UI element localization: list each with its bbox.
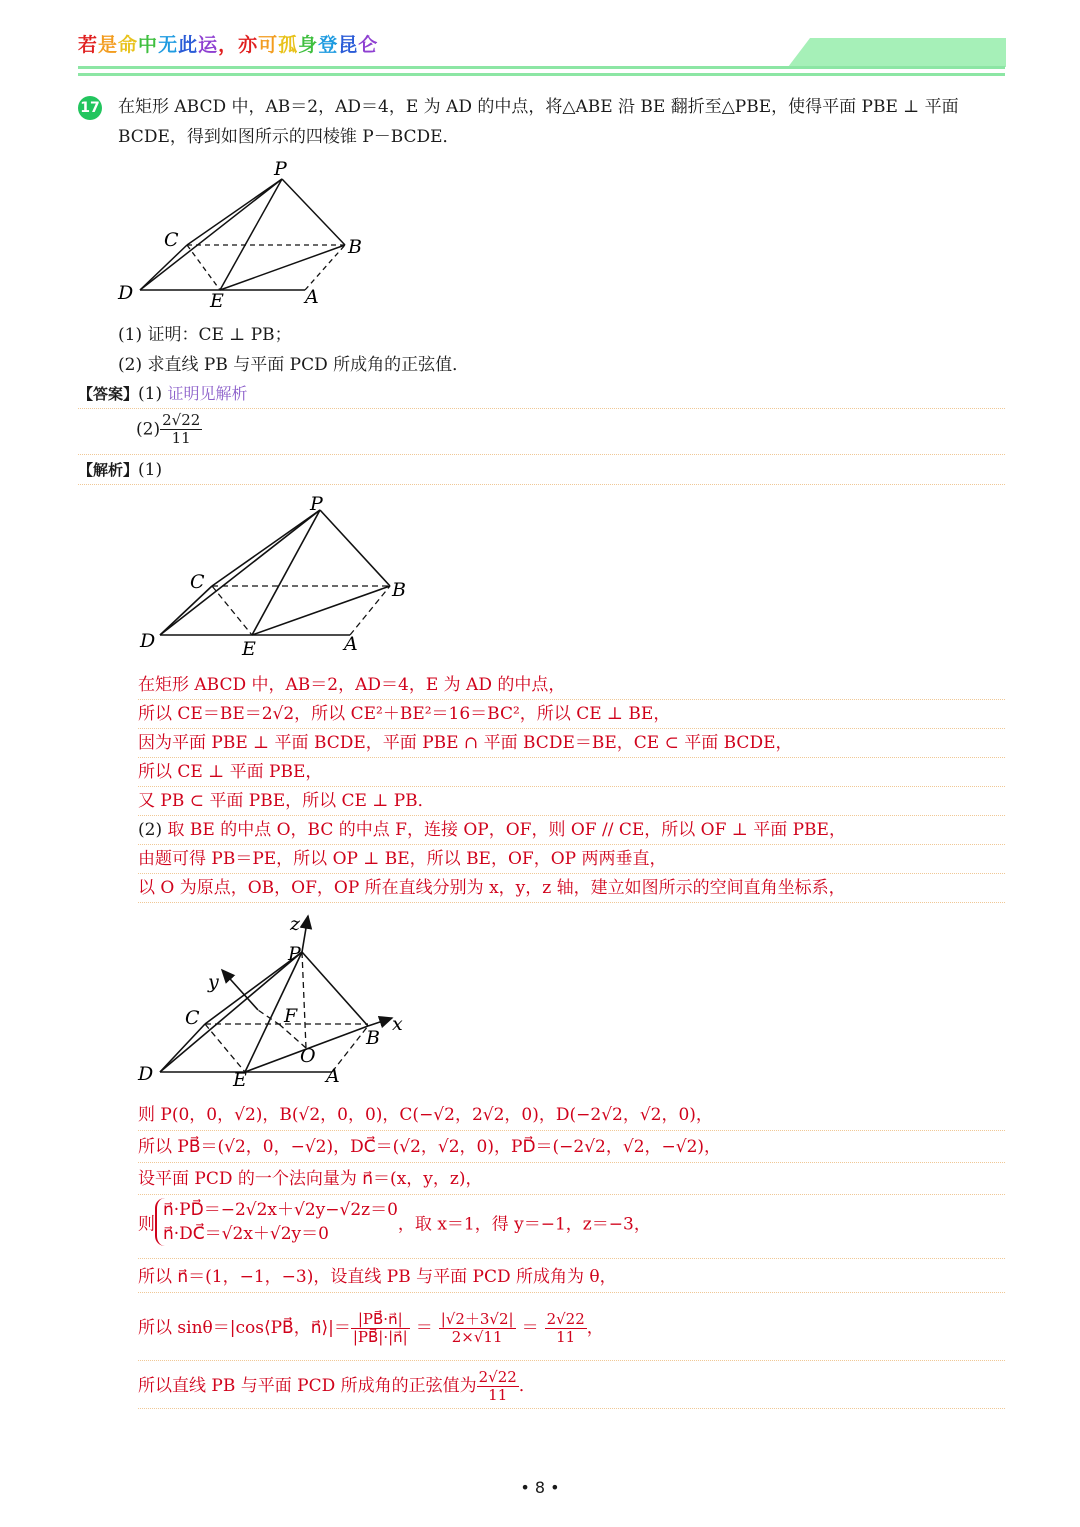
analysis-part1-prefix: (1): [138, 460, 163, 480]
fig3-label-o: O: [300, 1045, 316, 1067]
solution-conclusion: [138, 1364, 1005, 1409]
conclusion-suffix: ．: [518, 1376, 536, 1396]
system-eq-1: n⃗·PD⃗＝−2√2x＋√2y−√2z＝0: [163, 1200, 398, 1220]
analysis-label: 【解析】: [78, 461, 139, 479]
slogan-char: 身: [298, 34, 319, 56]
analysis-row: [78, 458, 1005, 485]
problem-number-badge: 17: [78, 96, 102, 120]
fig1-label-b: B: [348, 236, 362, 258]
pyramid-figure-2: [132, 490, 422, 665]
answer-part2-fraction: [160, 412, 202, 447]
slogan-char: 运: [198, 34, 219, 56]
solution-line-6: [138, 816, 1005, 845]
header-slogan: [78, 30, 378, 57]
answer-part1-prefix: (1): [138, 384, 168, 404]
sine-frac3-den: 11: [556, 1328, 576, 1346]
fig3-label-y: y: [208, 971, 219, 993]
fig3-label-x: x: [392, 1013, 403, 1035]
question-1: (1) 证明：CE ⊥ PB；: [118, 325, 292, 345]
answer-part2-denominator: 11: [171, 429, 191, 447]
slogan-char: 是: [98, 34, 119, 56]
answer-part2-numerator: 2√22: [162, 411, 201, 429]
conclusion-prefix: 所以直线 PB 与平面 PCD 所成角的正弦值为: [138, 1376, 477, 1396]
fig3-label-d: D: [138, 1063, 154, 1085]
sine-frac3-num: 2√22: [546, 1310, 585, 1328]
sine-frac2-num: |√2＋3√2|: [440, 1310, 514, 1328]
answer-label: 【答案】: [78, 385, 139, 403]
fig3-label-z: z: [290, 913, 301, 935]
system-suffix: ，取 x＝1，得 y＝−1，z＝−3，: [397, 1214, 651, 1235]
solution-vectors: 所以 PB⃗＝(√2，0，−√2)，DC⃗＝(√2，√2，0)，PD⃗＝(−2√2，√2，−√2)，: [138, 1132, 1005, 1163]
fig2-label-c: C: [190, 571, 205, 593]
question-2: (2) 求直线 PB 与平面 PCD 所成角的正弦值．: [118, 355, 470, 375]
sine-fraction-1: [351, 1311, 410, 1346]
fig1-label-c: C: [164, 229, 179, 251]
sine-fraction-2: [439, 1311, 516, 1346]
slogan-char: 仑: [358, 34, 379, 56]
slogan-char: 可: [258, 34, 279, 56]
solution-system: [138, 1198, 1005, 1259]
fig3-label-b: B: [366, 1027, 380, 1049]
solution-line-3: 因为平面 PBE ⊥ 平面 BCDE，平面 PBE ∩ 平面 BCDE＝BE，CE ⊂ 平面 BCDE，: [138, 729, 1005, 758]
solution-line-2: 所以 CE＝BE＝2√2，所以 CE²＋BE²＝16＝BC²，所以 CE ⊥ BE，: [138, 700, 1005, 729]
slogan-char: 无: [158, 34, 179, 56]
equals-sign-1: ＝: [415, 1318, 433, 1338]
slogan-char: 若: [78, 34, 99, 56]
pyramid-figure-1: [110, 155, 370, 315]
fig2-label-d: D: [140, 630, 156, 652]
fig3-label-e: E: [233, 1069, 247, 1091]
conclusion-fraction: [477, 1369, 519, 1404]
answer-row-1: [78, 382, 1005, 409]
coordinate-figure: [130, 910, 420, 1095]
fig2-label-a: A: [344, 633, 358, 655]
header-rule-bottom: [78, 73, 1005, 76]
sine-frac1-den: |PB⃗|·|n⃗|: [352, 1328, 408, 1346]
solution-coords: 则 P(0，0，√2)，B(√2，0，0)，C(−√2，2√2，0)，D(−2√2，√2，0)，: [138, 1100, 1005, 1131]
fig2-label-e: E: [242, 638, 256, 660]
solution-line-7: 由题可得 PB＝PE，所以 OP ⊥ BE，所以 BE，OF，OP 两两垂直，: [138, 845, 1005, 874]
fig1-label-p: P: [274, 158, 287, 180]
equals-sign-2: ＝: [521, 1318, 539, 1338]
fig2-label-b: B: [392, 579, 406, 601]
conclusion-num: 2√22: [478, 1368, 517, 1386]
sine-frac2-den: 2×√11: [451, 1328, 503, 1346]
answer-part2-prefix: (2): [136, 419, 161, 440]
answer-row-2: [78, 412, 1005, 455]
slogan-char: 昆: [338, 34, 359, 56]
header-tab-shape: [780, 36, 1006, 68]
fig1-label-d: D: [118, 282, 134, 304]
fig1-label-a: A: [305, 286, 319, 308]
solution-normal-result: 所以 n⃗＝(1，−1，−3)，设直线 PB 与平面 PCD 所成角为 θ，: [138, 1262, 1005, 1293]
header-rule-top: [78, 66, 1005, 69]
solution-line-6-text: 取 BE 的中点 O，BC 的中点 F，连接 OP，OF，则 OF // CE，所以 OF ⊥ 平面 PBE，: [167, 820, 846, 840]
page-number: • 8 •: [520, 1478, 560, 1497]
slogan-char: 此: [178, 34, 199, 56]
solution-sine: [138, 1296, 1005, 1361]
fig3-label-a: A: [326, 1065, 340, 1087]
sine-frac1-num: |PB⃗·n⃗|: [351, 1311, 410, 1329]
answer-part1: 证明见解析: [167, 384, 248, 403]
solution-line-1: 在矩形 ABCD 中，AB＝2，AD＝4，E 为 AD 的中点，: [138, 671, 1005, 700]
problem-text-line1: 在矩形 ABCD 中，AB＝2，AD＝4，E 为 AD 的中点，将△ABE 沿 BE 翻折至△PBE，使得平面 PBE ⊥ 平面: [118, 97, 959, 117]
solution-part2-prefix: (2): [138, 820, 168, 840]
sine-suffix: ，: [586, 1318, 604, 1338]
slogan-char: 中: [138, 34, 159, 56]
sine-prefix: 所以 sinθ＝|cos⟨PB⃗，n⃗⟩|＝: [138, 1318, 351, 1338]
solution-line-5: 又 PB ⊂ 平面 PBE，所以 CE ⊥ PB．: [138, 787, 1005, 816]
fig3-label-f: F: [284, 1005, 298, 1027]
system-prefix: 则: [138, 1214, 155, 1235]
slogan-char: 命: [118, 34, 139, 56]
fig1-label-e: E: [210, 290, 224, 312]
slogan-char: 登: [318, 34, 339, 56]
conclusion-den: 11: [488, 1386, 508, 1404]
fig2-label-p: P: [310, 493, 323, 515]
fig3-label-c: C: [185, 1007, 200, 1029]
slogan-char: 孤: [278, 34, 299, 56]
slogan-char: ，: [218, 34, 239, 56]
fig3-label-p: P: [288, 943, 301, 965]
slogan-char: 亦: [238, 34, 259, 56]
problem-text-line2: BCDE，得到如图所示的四棱锥 P－BCDE．: [118, 127, 460, 147]
solution-normal-setup: 设平面 PCD 的一个法向量为 n⃗＝(x，y，z)，: [138, 1164, 1005, 1195]
solution-line-4: 所以 CE ⊥ 平面 PBE，: [138, 758, 1005, 787]
equation-system: [155, 1198, 398, 1246]
sine-fraction-3: [545, 1311, 587, 1346]
solution-line-8: 以 O 为原点，OB，OF，OP 所在直线分别为 x，y，z 轴，建立如图所示的空间直角坐标系，: [138, 874, 1005, 903]
system-eq-2: n⃗·DC⃗＝√2x＋√2y＝0: [163, 1224, 329, 1244]
